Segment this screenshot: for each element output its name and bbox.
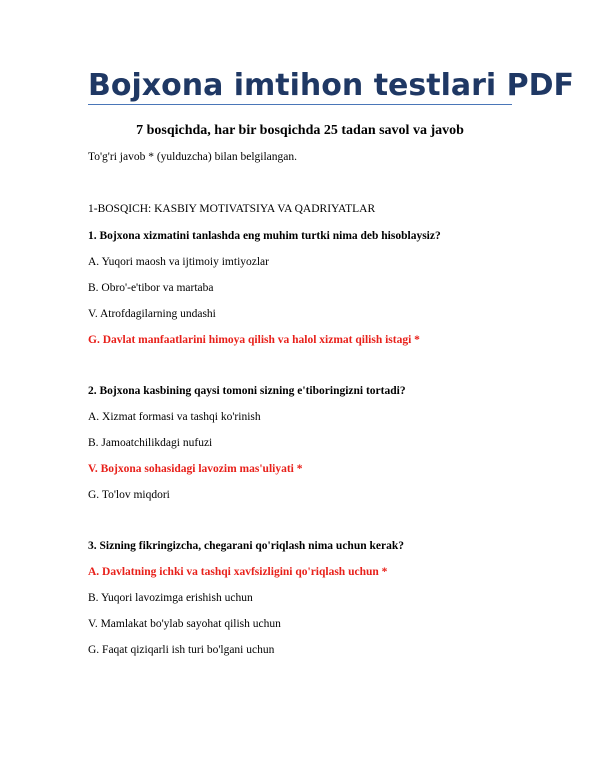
question-2-text: 2. Bojxona kasbining qaysi tomoni sizning e'tiboringizni tortadi?: [88, 385, 406, 397]
title-underline: [88, 104, 512, 105]
question-1-option-b: B. Obro'-e'tibor va martaba: [88, 282, 214, 294]
question-1-option-a: A. Yuqori maosh va ijtimoiy imtiyozlar: [88, 256, 269, 268]
question-2-option-a: A. Xizmat formasi va tashqi ko'rinish: [88, 411, 261, 423]
question-2-option-g: G. To'lov miqdori: [88, 489, 170, 501]
question-3-text: 3. Sizning fikringizcha, chegarani qo'riqlash nima uchun kerak?: [88, 540, 404, 552]
question-3-correct-answer: A. Davlatning ichki va tashqi xavfsizligini qo'riqlash uchun *: [88, 566, 388, 578]
document-title: Bojxona imtihon testlari PDF: [88, 68, 575, 103]
question-3-option-b: B. Yuqori lavozimga erishish uchun: [88, 592, 253, 604]
question-3-option-g: G. Faqat qiziqarli ish turi bo'lgani uchun: [88, 644, 275, 656]
document-subtitle: 7 bosqichda, har bir bosqichda 25 tadan savol va javob: [136, 123, 464, 138]
question-2-option-b: B. Jamoatchilikdagi nufuzi: [88, 437, 213, 449]
answer-key-note: To'g'ri javob * (yulduzcha) bilan belgilangan.: [88, 151, 297, 163]
question-1-correct-answer: G. Davlat manfaatlarini himoya qilish va halol xizmat qilish istagi *: [88, 334, 420, 346]
section-heading: 1-BOSQICH: KASBIY MOTIVATSIYA VA QADRIYATLAR: [88, 203, 376, 215]
question-2-correct-answer: V. Bojxona sohasidagi lavozim mas'uliyati *: [88, 463, 303, 475]
question-1-text: 1. Bojxona xizmatini tanlashda eng muhim turtki nima deb hisoblaysiz?: [88, 230, 441, 242]
question-3-option-v: V. Mamlakat bo'ylab sayohat qilish uchun: [88, 618, 281, 630]
question-1-option-v: V. Atrofdagilarning undashi: [88, 308, 216, 320]
